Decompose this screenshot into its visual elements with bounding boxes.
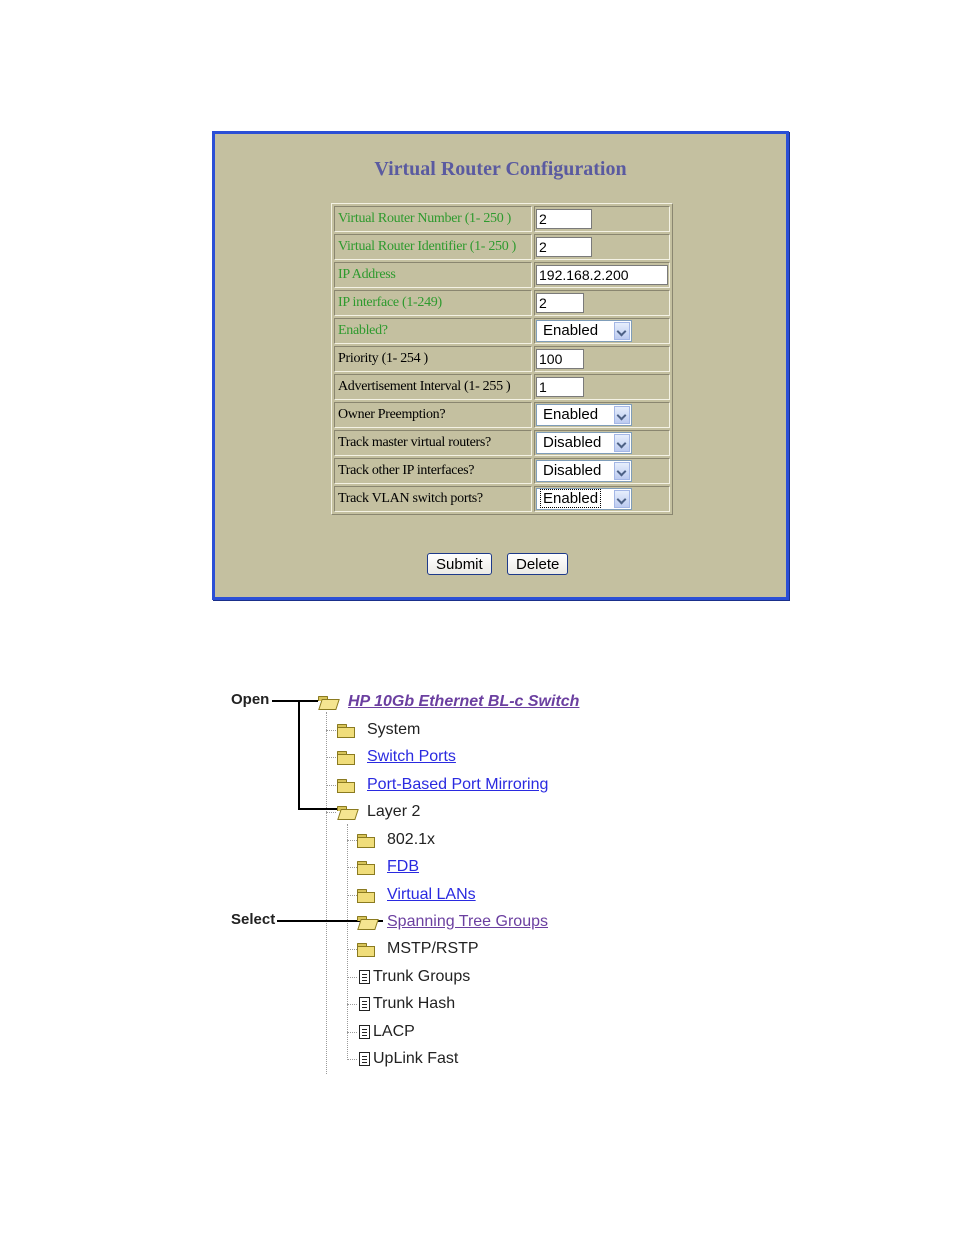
priority-input[interactable] bbox=[536, 349, 584, 369]
chevron-down-icon[interactable] bbox=[614, 322, 630, 340]
tree-item-label[interactable]: UpLink Fast bbox=[373, 1050, 459, 1067]
virtual-router-config-panel bbox=[212, 131, 789, 600]
submit-button[interactable]: Submit bbox=[427, 553, 492, 575]
table-row bbox=[334, 402, 670, 428]
vr-number-input[interactable] bbox=[536, 209, 592, 229]
tree-guide-line bbox=[347, 1032, 357, 1033]
callout-open: Open bbox=[231, 691, 270, 708]
folder-icon bbox=[337, 751, 355, 764]
label-enabled: Enabled? bbox=[334, 318, 532, 344]
advertisement-interval-input[interactable] bbox=[536, 377, 584, 397]
tree-guide-line bbox=[347, 867, 357, 868]
tree-guide-line bbox=[347, 1059, 357, 1060]
config-form-table bbox=[331, 203, 673, 515]
enabled-select[interactable] bbox=[536, 320, 632, 342]
tree-item-uplink-fast[interactable] bbox=[359, 1048, 458, 1070]
tree-guide-line bbox=[347, 977, 357, 978]
tree-item-system[interactable] bbox=[337, 719, 420, 741]
table-row bbox=[334, 346, 670, 372]
callout-select: Select bbox=[231, 911, 276, 928]
tree-item-label[interactable]: LACP bbox=[373, 1023, 415, 1040]
owner-preemption-select-value: Enabled bbox=[543, 406, 599, 423]
label-advertisement-interval: Advertisement Interval (1- 255 ) bbox=[334, 374, 532, 400]
tree-item-label[interactable]: Layer 2 bbox=[367, 803, 421, 820]
ip-interface-input[interactable] bbox=[536, 293, 584, 313]
document-icon bbox=[359, 997, 370, 1011]
tree-root[interactable] bbox=[318, 691, 579, 713]
tree-item-mstp-rstp[interactable] bbox=[357, 938, 479, 960]
callout-line bbox=[298, 700, 300, 810]
tree-item-label[interactable]: FDB bbox=[387, 858, 419, 875]
table-row bbox=[334, 458, 670, 484]
label-ip-interface: IP interface (1-249) bbox=[334, 290, 532, 316]
tree-item-spanning-tree-groups[interactable] bbox=[357, 911, 548, 933]
callout-line bbox=[272, 700, 318, 702]
table-row bbox=[334, 486, 670, 512]
folder-icon bbox=[337, 724, 355, 737]
tree-item-lacp[interactable] bbox=[359, 1021, 415, 1043]
tree-guide-line bbox=[326, 757, 336, 758]
tree-item-port-mirroring[interactable] bbox=[337, 774, 548, 796]
tree-guide-line bbox=[347, 1004, 357, 1005]
folder-icon bbox=[337, 779, 355, 792]
table-row bbox=[334, 234, 670, 260]
tree-item-layer-2[interactable] bbox=[337, 801, 420, 823]
folder-icon bbox=[357, 889, 375, 902]
table-row bbox=[334, 318, 670, 344]
document-icon bbox=[359, 970, 370, 984]
tree-item-trunk-hash[interactable] bbox=[359, 993, 455, 1015]
label-priority: Priority (1- 254 ) bbox=[334, 346, 532, 372]
track-master-vr-select-value: Disabled bbox=[543, 434, 602, 451]
folder-open-icon bbox=[318, 696, 336, 709]
document-icon bbox=[359, 1025, 370, 1039]
tree-root-label[interactable]: HP 10Gb Ethernet BL-c Switch bbox=[348, 693, 580, 710]
label-vr-identifier: Virtual Router Identifier (1- 250 ) bbox=[334, 234, 532, 260]
table-row bbox=[334, 374, 670, 400]
tree-guide-line bbox=[326, 730, 336, 731]
folder-icon bbox=[357, 834, 375, 847]
enabled-select-value: Enabled bbox=[543, 322, 599, 339]
vr-identifier-input[interactable] bbox=[536, 237, 592, 257]
callout-line bbox=[298, 808, 338, 810]
ip-address-input[interactable] bbox=[536, 265, 668, 285]
tree-guide-line bbox=[326, 785, 336, 786]
chevron-down-icon[interactable] bbox=[614, 490, 630, 508]
tree-guide-line bbox=[347, 840, 357, 841]
track-vlan-ports-select-value: Enabled bbox=[543, 490, 599, 507]
tree-item-label[interactable]: Virtual LANs bbox=[387, 886, 476, 903]
tree-item-label[interactable]: MSTP/RSTP bbox=[387, 940, 479, 957]
tree-item-label[interactable]: 802.1x bbox=[387, 831, 436, 848]
tree-item-label[interactable]: Spanning Tree Groups bbox=[387, 913, 548, 930]
tree-item-switch-ports[interactable] bbox=[337, 746, 456, 768]
tree-item-label[interactable]: Switch Ports bbox=[367, 748, 456, 765]
tree-item-802-1x[interactable] bbox=[357, 829, 435, 851]
chevron-down-icon[interactable] bbox=[614, 406, 630, 424]
tree-item-virtual-lans[interactable] bbox=[357, 884, 476, 906]
delete-button[interactable]: Delete bbox=[507, 553, 568, 575]
document-icon bbox=[359, 1052, 370, 1066]
tree-item-fdb[interactable] bbox=[357, 856, 419, 878]
table-row bbox=[334, 430, 670, 456]
label-track-vlan-ports: Track VLAN switch ports? bbox=[334, 486, 532, 512]
tree-guide-line bbox=[326, 712, 327, 1074]
track-other-ip-select[interactable] bbox=[536, 460, 632, 482]
table-row bbox=[334, 206, 670, 232]
tree-item-label[interactable]: Port-Based Port Mirroring bbox=[367, 776, 549, 793]
tree-item-label[interactable]: Trunk Groups bbox=[373, 968, 471, 985]
tree-guide-line bbox=[347, 824, 348, 1060]
tree-item-label[interactable]: System bbox=[367, 721, 421, 738]
table-row bbox=[334, 290, 670, 316]
tree-guide-line bbox=[347, 895, 357, 896]
table-row bbox=[334, 262, 670, 288]
track-master-vr-select[interactable] bbox=[536, 432, 632, 454]
track-vlan-ports-select[interactable] bbox=[536, 488, 632, 510]
track-other-ip-select-value: Disabled bbox=[543, 462, 602, 479]
chevron-down-icon[interactable] bbox=[614, 462, 630, 480]
label-track-master-vr: Track master virtual routers? bbox=[334, 430, 532, 456]
chevron-down-icon[interactable] bbox=[614, 434, 630, 452]
tree-item-label[interactable]: Trunk Hash bbox=[373, 995, 456, 1012]
tree-guide-line bbox=[347, 949, 357, 950]
label-track-other-ip: Track other IP interfaces? bbox=[334, 458, 532, 484]
config-title: Virtual Router Configuration bbox=[374, 158, 627, 180]
folder-icon bbox=[357, 861, 375, 874]
label-vr-number: Virtual Router Number (1- 250 ) bbox=[334, 206, 532, 232]
label-owner-preemption: Owner Preemption? bbox=[334, 402, 532, 428]
folder-icon bbox=[357, 943, 375, 956]
owner-preemption-select[interactable] bbox=[536, 404, 632, 426]
tree-item-trunk-groups[interactable] bbox=[359, 966, 470, 988]
folder-open-icon bbox=[337, 806, 355, 819]
tree-guide-line bbox=[326, 812, 336, 813]
label-ip-address: IP Address bbox=[334, 262, 532, 288]
folder-open-icon bbox=[357, 916, 375, 929]
